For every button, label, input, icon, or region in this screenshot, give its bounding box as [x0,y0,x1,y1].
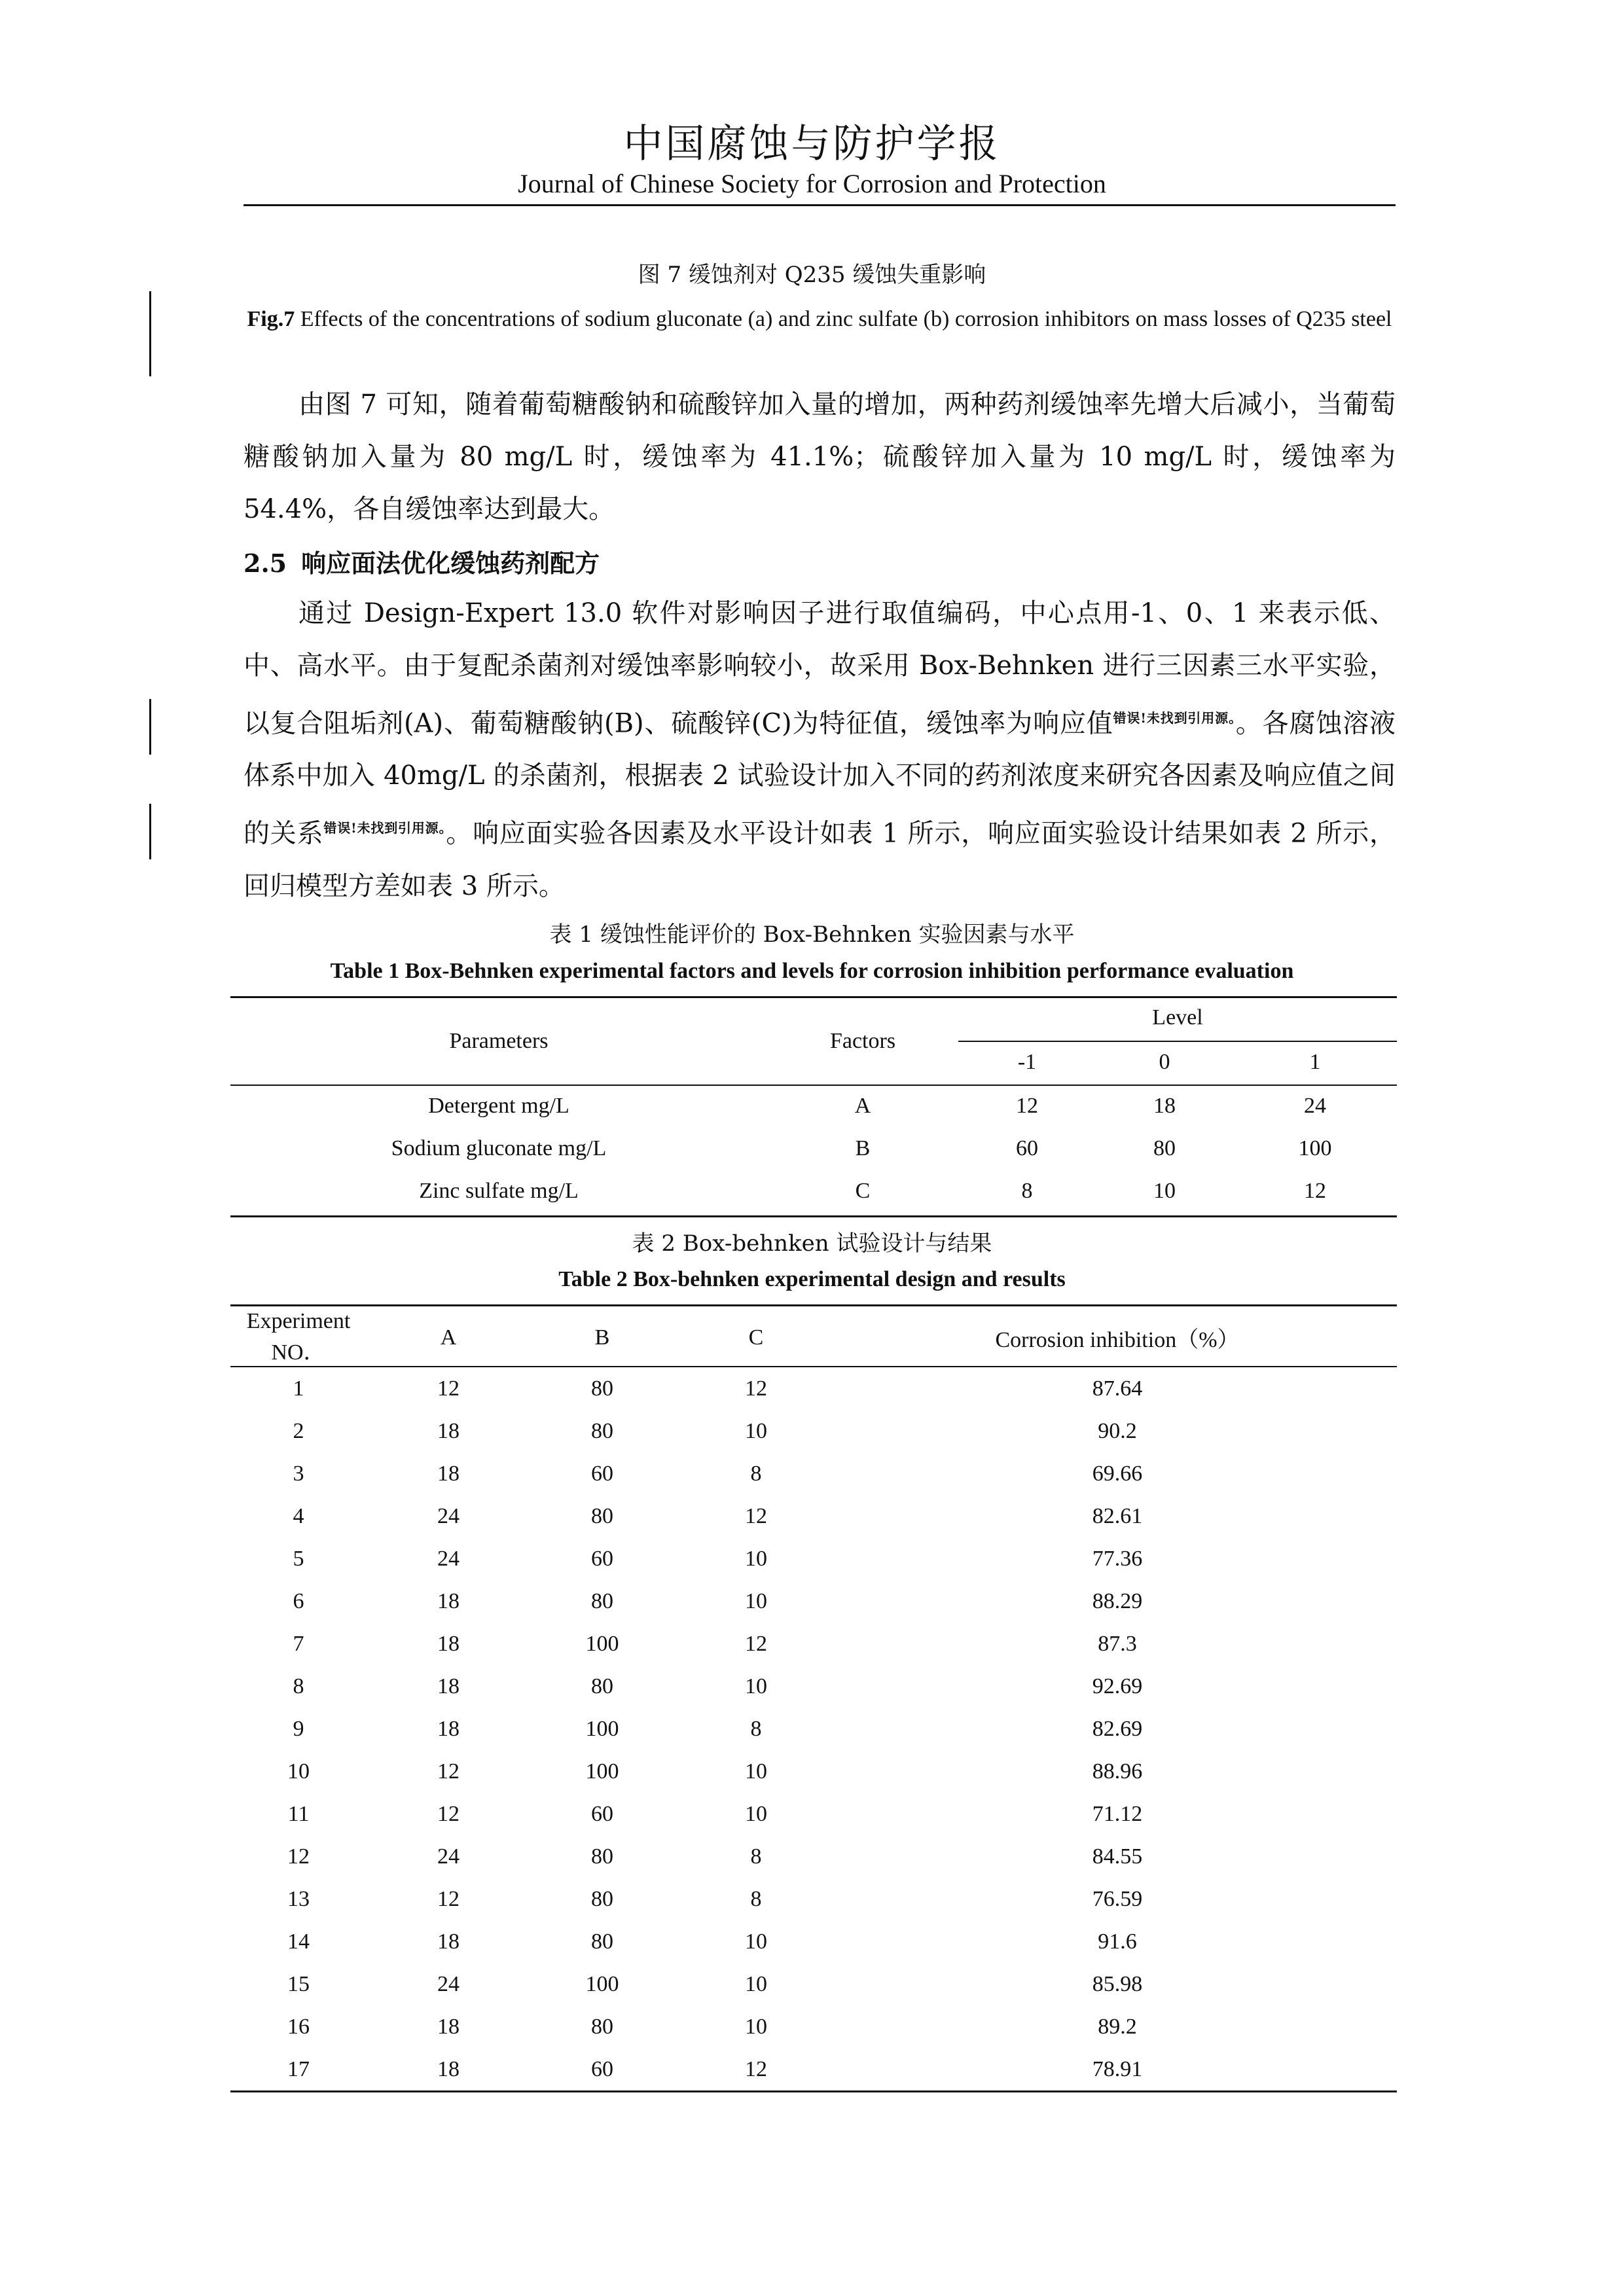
table2-cell: 87.3 [1098,1631,1137,1656]
table2-cell: 80 [591,1929,613,1954]
table2-cell: 12 [745,2056,767,2081]
table-row [230,1495,1397,1537]
table2-cell: 87.64 [1092,1376,1143,1401]
table2-caption-zh: 表 2 Box-behnken 试验设计与结果 [632,1230,992,1257]
journal-title-zh: 中国腐蚀与防护学报 [623,121,1001,167]
table-row [230,1920,1397,1963]
table-row [230,1963,1397,2005]
figure-caption-text: Effects of the concentrations of sodium gluconate (a) and zinc sulfate (b) corrosion inhibitors on mass losses of Q235 steel [295,307,1392,331]
table-row [230,1580,1397,1623]
table2-cell: 3 [293,1461,304,1486]
table2-cell: 10 [745,1759,767,1784]
table1-bottom-rule [230,1215,1397,1217]
section-title: 响应面法优化缓蚀药剂配方 [301,548,600,578]
table2-cell: 90.2 [1098,1418,1137,1443]
table1-cell-value: 18 [1153,1094,1176,1118]
table1-top-rule [230,996,1397,998]
table2-cell: 77.36 [1092,1546,1143,1571]
table2-cell: 10 [745,1546,767,1571]
table2-header-inhibition: Corrosion inhibition（%） [995,1328,1240,1352]
paragraph-2-text-c: 。响应面实验各因素及水平设计如表 1 所示，响应面实验设计结果如表 2 所示，回归模型方差如表 3 所示。 [244,818,1396,901]
table2-cell: 100 [585,1971,619,1996]
table2-cell: 8 [750,1844,762,1869]
table2-cell: 11 [287,1801,310,1826]
table-row [230,1410,1397,1452]
table2-cell: 88.29 [1092,1588,1143,1613]
table2-cell: 13 [287,1886,310,1911]
table2-cell: 80 [591,1674,613,1698]
section-heading [244,543,600,579]
table1-cell-value: 12 [1016,1094,1038,1118]
table2-cell: 60 [591,1461,613,1486]
table2-cell: 18 [437,1674,460,1698]
table1-cell-value: 100 [1298,1136,1332,1160]
table2-cell: 24 [437,1503,460,1528]
table2-cell: 10 [745,1418,767,1443]
table2-cell: 12 [287,1844,310,1869]
table2-cell: 10 [745,1588,767,1613]
table2-cell: 2 [293,1418,304,1443]
table2-cell: 16 [287,2014,310,2039]
table2-cell: 80 [591,1588,613,1613]
table2-cell: 71.12 [1092,1801,1143,1826]
table2-cell: 100 [585,1716,619,1741]
table2-cell: 80 [591,1418,613,1443]
table2-cell: 60 [591,2056,613,2081]
table2-header-b: B [594,1325,610,1350]
table2-cell: 82.61 [1092,1503,1143,1528]
table2-cell: 7 [293,1631,304,1656]
paragraph-2-text-b: 。各腐蚀溶液体系中加入 40mg/L 的杀菌剂，根据表 2 试验设计加入不同的药剂浓度来研究各因素及响应值之间的关系 [244,708,1396,849]
table2-cell: 8 [293,1674,304,1698]
table1-caption-en: Table 1 Box-Behnken experimental factors and levels for corrosion inhibition performance evaluation [330,959,1294,983]
table2-cell: 8 [750,1716,762,1741]
table2-cell: 18 [437,1461,460,1486]
table2-cell: 80 [591,1844,613,1869]
table-row [230,1793,1397,1835]
change-bar [149,291,151,376]
table2-cell: 5 [293,1546,304,1571]
table2-header-c: C [748,1325,764,1350]
table1-cell-value: 24 [1304,1094,1326,1118]
table2-cell: 17 [287,2056,310,2081]
table-row [230,1750,1397,1793]
table2 [230,1309,1397,2092]
table1-header-parameters: Parameters [449,1029,549,1053]
table2-cell: 18 [437,2014,460,2039]
table-row [230,1367,1397,1410]
table-row [230,2005,1397,2048]
table2-cell: 15 [287,1971,310,1996]
table-row [230,1537,1397,1580]
table-row [230,1835,1397,1878]
table2-cell: 18 [437,1929,460,1954]
table-row [230,1708,1397,1750]
table2-cell: 89.2 [1098,2014,1137,2039]
table2-cell: 12 [745,1631,767,1656]
reference-error: 错误!未找到引用源。 [323,820,446,836]
table2-cell: 18 [437,2056,460,2081]
table2-header-experiment: Experiment NO． [246,1309,351,1365]
table1-cell-factor: C [855,1179,871,1203]
table2-cell: 76.59 [1092,1886,1143,1911]
table2-cell: 80 [591,2014,613,2039]
table1-cell-param: Detergent mg/L [428,1094,569,1118]
table1-cell-value: 60 [1016,1136,1038,1160]
table2-cell: 69.66 [1092,1461,1143,1486]
table1-caption-zh: 表 1 缓蚀性能评价的 Box-Behnken 实验因素与水平 [549,922,1075,948]
table2-cell: 10 [745,1801,767,1826]
table2-header-a: A [440,1325,457,1350]
table2-cell: 88.96 [1092,1759,1143,1784]
reference-error: 错误!未找到引用源。 [1113,710,1236,726]
table2-cell: 12 [437,1376,460,1401]
table2-cell: 14 [287,1929,310,1954]
table2-cell: 80 [591,1503,613,1528]
table2-cell: 60 [591,1801,613,1826]
table2-cell: 24 [437,1844,460,1869]
table2-cell: 100 [585,1631,619,1656]
table2-cell: 8 [750,1461,762,1486]
table2-cell: 9 [293,1716,304,1741]
table1-header-level: Level [1152,1005,1203,1030]
table2-cell: 12 [437,1759,460,1784]
change-bar [149,699,151,755]
table1-header-factors: Factors [829,1029,896,1053]
paragraph-2-text-a: 通过 Design-Expert 13.0 软件对影响因子进行取值编码，中心点用-1、0、1 来表示低、中、高水平。由于复配杀菌剂对缓蚀率影响较小，故采用 Box-Behnken 进行三因素三水平实验，以复合阻垢剂(A)、葡萄糖酸钠(B)、硫酸锌(C)为特征值，缓蚀率为响应值 [244,598,1396,739]
table1-cell-value: 12 [1304,1179,1326,1203]
table2-cell: 12 [745,1376,767,1401]
table2-cell: 24 [437,1546,460,1571]
table1-cell-value: 80 [1153,1136,1176,1160]
table1-cell-value: 8 [1021,1179,1033,1203]
figure-caption-zh: 图 7 缓蚀剂对 Q235 缓蚀失重影响 [638,262,986,288]
table2-cell: 18 [437,1631,460,1656]
table2-cell: 84.55 [1092,1844,1143,1869]
table1-level-mid: 0 [1159,1050,1170,1074]
figure-label: Fig.7 [247,307,295,331]
table-row [230,1452,1397,1495]
table2-cell: 10 [287,1759,310,1784]
header-rule [244,204,1396,206]
table1-header-rule [230,1085,1397,1086]
table2-cell: 18 [437,1588,460,1613]
table2-cell: 12 [437,1801,460,1826]
table2-cell: 82.69 [1092,1716,1143,1741]
table-row [230,1623,1397,1665]
table2-cell: 80 [591,1886,613,1911]
table-row [230,1878,1397,1920]
table2-cell: 12 [437,1886,460,1911]
table2-cell: 10 [745,2014,767,2039]
table2-cell: 10 [745,1929,767,1954]
table2-caption-en: Table 2 Box-behnken experimental design and results [558,1267,1066,1291]
change-bar [149,804,151,859]
table2-cell: 85.98 [1092,1971,1143,1996]
section-number: 2.5 [244,548,287,578]
table2-cell: 91.6 [1098,1929,1137,1954]
table2-cell: 1 [293,1376,304,1401]
table1-cell-param: Zinc sulfate mg/L [419,1179,579,1203]
table2-cell: 24 [437,1971,460,1996]
table1-cell-factor: A [854,1094,871,1118]
table2-cell: 12 [745,1503,767,1528]
table2-cell: 100 [585,1759,619,1784]
table1-level-low: -1 [1017,1050,1037,1074]
table2-cell: 18 [437,1716,460,1741]
paragraph-2 [244,587,1396,912]
table1-cell-param: Sodium gluconate mg/L [391,1136,607,1160]
table2-cell: 80 [591,1376,613,1401]
table1-level-rule [958,1041,1397,1042]
table2-cell: 4 [293,1503,304,1528]
table2-cell: 8 [750,1886,762,1911]
table2-cell: 10 [745,1674,767,1698]
table1-cell-value: 10 [1153,1179,1176,1203]
table2-cell: 92.69 [1092,1674,1143,1698]
paragraph-1: 由图 7 可知，随着葡萄糖酸钠和硫酸锌加入量的增加，两种药剂缓蚀率先增大后减小，当葡萄糖酸钠加入量为 80 mg/L 时，缓蚀率为 41.1%；硫酸锌加入量为 10 mg/L 时，缓蚀率为 54.4%，各自缓蚀率达到最大。 [244,389,1396,524]
table2-top-rule [230,1304,1397,1306]
table-row [230,2048,1397,2092]
table2-cell: 6 [293,1588,304,1613]
table2-cell: 60 [591,1546,613,1571]
table2-header-row [230,1309,1397,1367]
table-row [230,1665,1397,1708]
table1-cell-factor: B [855,1136,871,1160]
figure-caption-en [244,298,1396,340]
table2-cell: 78.91 [1092,2056,1143,2081]
table2-cell: 10 [745,1971,767,1996]
table2-cell: 18 [437,1418,460,1443]
journal-title-en: Journal of Chinese Society for Corrosion and Protection [518,169,1106,198]
table1-level-high: 1 [1309,1050,1321,1074]
